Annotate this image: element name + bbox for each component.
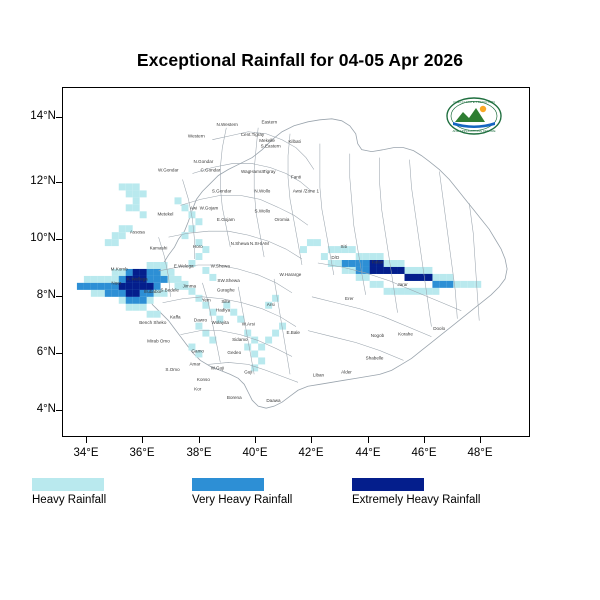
region-label: Konso: [196, 376, 210, 382]
region-label: N.SH/AM: [249, 241, 269, 246]
region-label: Amar: [189, 361, 201, 367]
region-label: Liban: [312, 372, 325, 378]
page-title: Exceptional Rainfall for 04-05 Apr 2026: [136, 50, 464, 70]
map-plot-area[interactable]: [62, 87, 530, 437]
region-label: N.Western: [216, 122, 238, 128]
region-label: Shabelle: [365, 355, 384, 361]
x-tickmark: [480, 437, 481, 443]
region-label: WagHamra: [241, 168, 264, 174]
region-label: Awi: [189, 205, 198, 211]
region-label: N.Gondar: [193, 158, 214, 164]
y-axis-tick-12N: 12°N: [30, 175, 56, 187]
x-axis-tick-46E: 46°E: [411, 447, 437, 459]
x-axis-tick-44E: 44°E: [355, 447, 381, 459]
region-label: Oromia: [274, 216, 290, 222]
x-tickmark: [199, 437, 200, 443]
region-label: Mekelle: [259, 137, 275, 143]
y-axis-tick-10N: 10°N: [30, 232, 56, 244]
region-label: Jarar: [397, 282, 408, 288]
region-label: Western: [187, 133, 205, 139]
region-label: K.Wellega: [127, 276, 148, 282]
region-label: W.Gondar: [157, 167, 179, 173]
legend-swatch-heavy: [32, 478, 104, 491]
region-label: Tigray: [263, 168, 276, 174]
region-label: M.Komb: [110, 266, 128, 272]
legend-swatch-extremely-heavy: [352, 478, 424, 491]
region-label: S.Bedele: [160, 287, 179, 293]
region-label: Korahe: [398, 331, 413, 337]
region-label: C.Gondar: [200, 167, 221, 173]
ethiopia-rainfall-map: [63, 88, 529, 436]
x-axis-tick-40E: 40°E: [242, 447, 268, 459]
region-label: N.Shewa: [230, 241, 250, 246]
region-label: S.Eastern: [260, 143, 281, 149]
svg-text:IGAD CLIMATE PREDICTION: IGAD CLIMATE PREDICTION: [453, 100, 495, 104]
region-label: Bench Sheko: [139, 320, 167, 326]
region-label: W.Shewa: [210, 263, 230, 269]
region-label: E.Welega: [173, 263, 194, 269]
region-label: Eastern: [261, 119, 278, 125]
region-label: W.Gojam: [199, 205, 219, 211]
region-label: Illubabor: [144, 289, 162, 295]
y-axis-tick-8N: 8°N: [36, 289, 56, 301]
region-label: Metekel: [157, 211, 174, 217]
svg-text:AND APPLICATIONS CENTRE: AND APPLICATIONS CENTRE: [452, 129, 496, 133]
x-tickmark: [368, 437, 369, 443]
x-tickmark: [86, 437, 87, 443]
region-label: Daawa: [266, 398, 281, 404]
region-label: E.Gojam: [216, 216, 235, 222]
legend-item-heavy: [32, 478, 107, 508]
region-label: SW.Shewa: [217, 277, 240, 283]
region-label: S.Gondar: [211, 188, 232, 194]
region-label: Alder: [341, 369, 352, 375]
region-label: Nuer: [111, 280, 122, 286]
region-label: Gedeo: [227, 349, 242, 355]
region-label: W.Arsi: [241, 321, 255, 327]
y-axis-tick-4N: 4°N: [36, 403, 56, 415]
region-label: S.Omo: [165, 366, 180, 372]
region-label: Jimma: [182, 283, 197, 289]
region-label: S.Wollo: [254, 208, 271, 214]
x-tickmark: [311, 437, 312, 443]
icpac-logo: [445, 96, 503, 136]
region-label: Guji: [244, 369, 253, 375]
region-label: Erer: [345, 296, 354, 302]
legend-item-extremely-heavy: [352, 478, 481, 508]
x-axis-tick-42E: 42°E: [298, 447, 324, 459]
x-tickmark: [424, 437, 425, 443]
region-label: N.Wollo: [254, 188, 271, 194]
region-label: Guraghe: [216, 287, 235, 293]
region-label: Borena: [226, 395, 242, 401]
x-axis-tick-38E: 38°E: [186, 447, 212, 459]
legend-label-extremely-heavy: Extremely Heavy Rainfall: [352, 494, 481, 506]
legend-label-heavy: Heavy Rainfall: [32, 494, 107, 506]
x-axis-tick-34E: 34°E: [73, 447, 99, 459]
x-tickmark: [255, 437, 256, 443]
region-label: Assosa: [129, 229, 145, 235]
region-label: Yem: [201, 297, 211, 303]
legend-item-very-heavy: [192, 478, 293, 508]
region-label: Dawro: [193, 317, 208, 323]
region-label: Gamo: [191, 348, 204, 354]
y-axis-tick-6N: 6°N: [36, 346, 56, 358]
x-axis-tick-36E: 36°E: [129, 447, 155, 459]
legend: [0, 478, 600, 512]
region-label: Kor: [194, 386, 202, 392]
region-label: Sidamo: [232, 337, 248, 343]
region-label: Arsi: [266, 301, 275, 307]
region-label: Kamashi: [149, 245, 168, 251]
x-axis-tick-48E: 48°E: [467, 447, 493, 459]
region-label: W.Guji: [210, 365, 225, 371]
x-tickmark: [142, 437, 143, 443]
region-label: Wolayita: [211, 320, 229, 326]
region-label: Awsi /Zone 1: [292, 188, 320, 194]
region-label: Nogob: [370, 332, 385, 338]
legend-label-very-heavy: Very Heavy Rainfall: [192, 494, 293, 506]
region-label: Silte: [221, 299, 231, 305]
legend-swatch-very-heavy: [192, 478, 264, 491]
region-label: Siti: [340, 243, 347, 249]
region-label: Hadiya: [215, 307, 231, 313]
region-label: Horo: [192, 243, 203, 249]
region-label: W.Hararge: [279, 272, 302, 278]
region-label: Mirab Omo: [147, 338, 170, 344]
region-label: E.Bale: [286, 330, 300, 336]
region-label: D/D: [331, 255, 340, 261]
region-label: Kilbati: [288, 139, 301, 145]
y-axis-tick-14N: 14°N: [30, 110, 56, 122]
region-label: Doolo: [433, 325, 446, 331]
region-label: Fanti: [290, 174, 302, 180]
region-label: Kaffa: [170, 314, 181, 320]
region-label: Fafan: [371, 259, 384, 265]
region-label: Cent.Tigray: [240, 132, 265, 138]
